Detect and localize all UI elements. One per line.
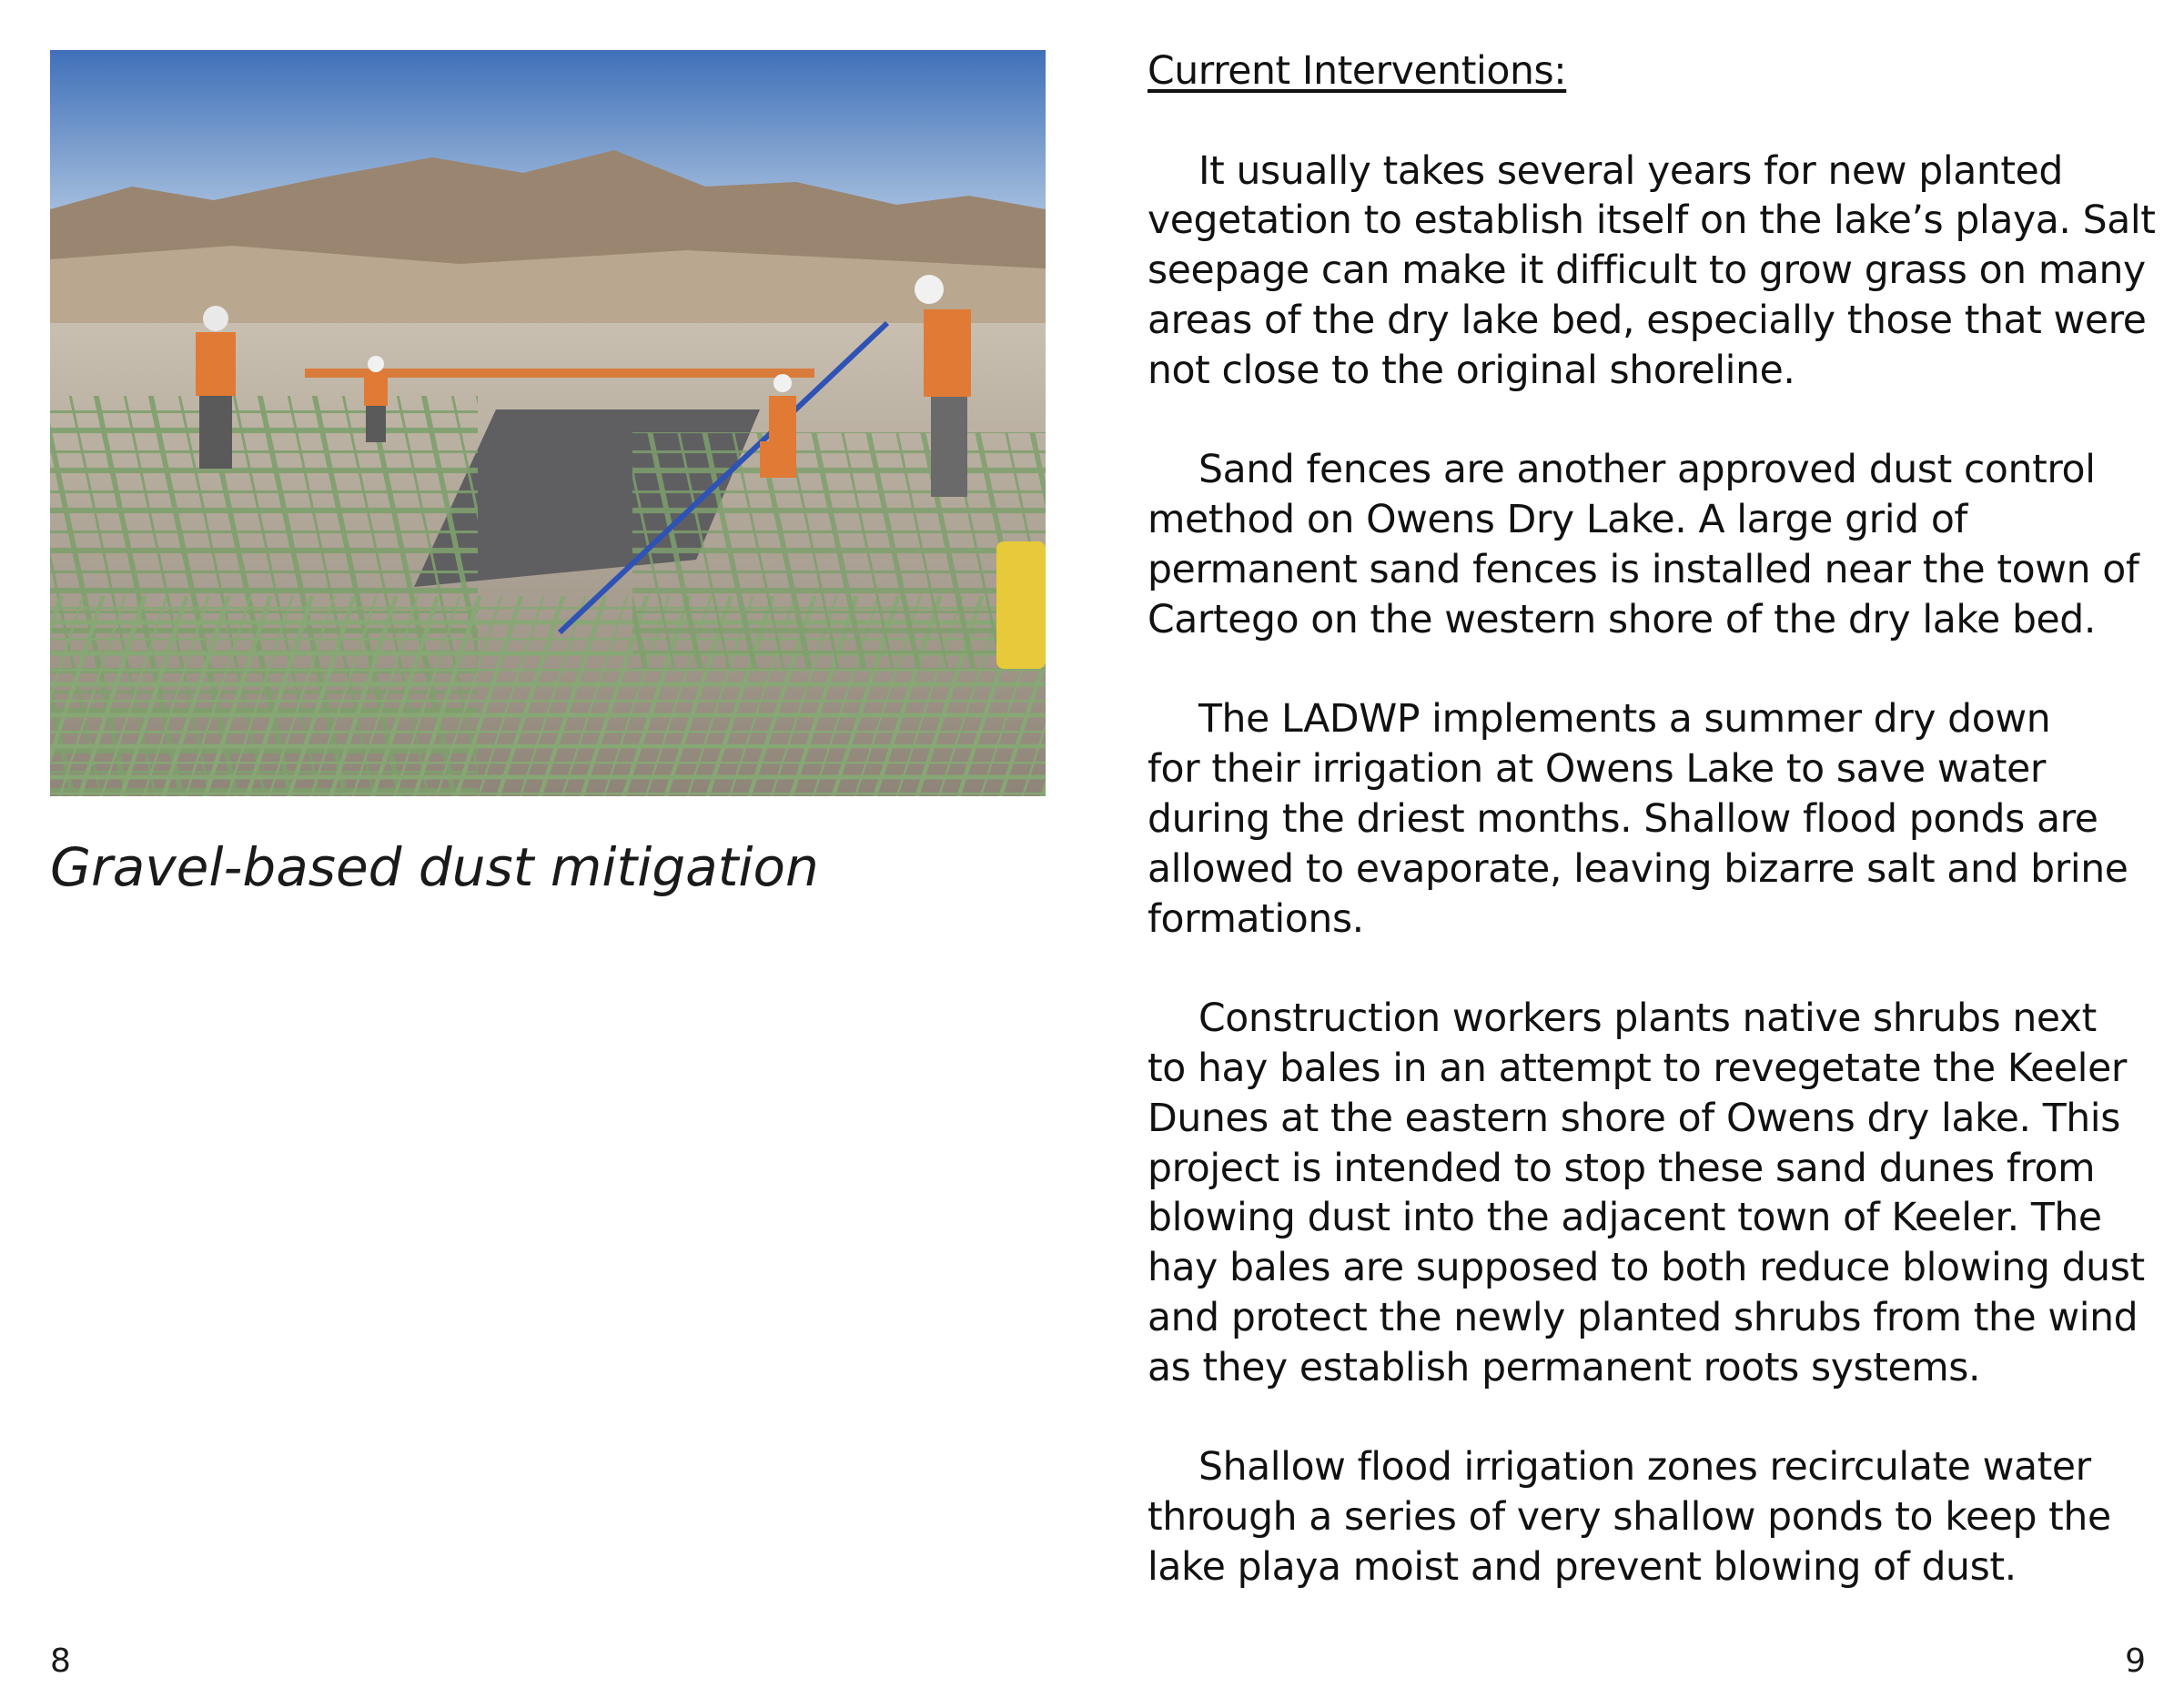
text-line: during the driest months. Shallow flood ponds are (1148, 796, 2098, 842)
text-line: vegetation to establish itself on the lake’s playa. Salt (1148, 198, 2156, 244)
text-line: areas of the dry lake bed, especially those that were (1148, 298, 2147, 343)
text-line: The LADWP implements a summer dry down (1198, 697, 2051, 743)
paragraph-shallow-flood (1148, 1443, 2158, 1592)
construction-photo (50, 50, 1046, 796)
gravel-rebar-construction-image (50, 50, 1046, 796)
text-line: formations. (1148, 896, 1364, 942)
text-line: permanent sand fences is installed near the town of (1148, 547, 2139, 592)
text-line: to hay bales in an attempt to revegetate the Keeler (1148, 1046, 2127, 1091)
page-number-right: 9 (2125, 1643, 2146, 1680)
page-number-left: 8 (50, 1643, 71, 1680)
section-heading: Current Interventions: (1148, 49, 1567, 94)
text-line: not close to the original shoreline. (1148, 348, 1795, 393)
text-line: allowed to evaporate, leaving bizarre salt and brine (1148, 846, 2128, 892)
text-line: for their irrigation at Owens Lake to save water (1148, 747, 2046, 793)
text-line: and protect the newly planted shrubs from the wind (1148, 1295, 2138, 1340)
text-line: lake playa moist and prevent blowing of dust. (1148, 1544, 2017, 1590)
text-line: through a series of very shallow ponds to keep the (1148, 1495, 2111, 1541)
text-line: project is intended to stop these sand dunes from (1148, 1146, 2096, 1191)
paragraph-vegetation (1148, 147, 2158, 397)
text-line: Cartego on the western shore of the dry lake bed. (1148, 597, 2096, 642)
text-line: Dunes at the eastern shore of Owens dry lake. This (1148, 1096, 2120, 1141)
photo-caption: Gravel-based dust mitigation (50, 836, 819, 898)
text-column (1148, 47, 2158, 1643)
text-line: blowing dust into the adjacent town of Keeler. The (1148, 1196, 2102, 1241)
text-line: Sand fences are another approved dust control (1198, 448, 2096, 493)
paragraph-keeler-dunes (1148, 995, 2158, 1393)
text-line: It usually takes several years for new planted (1198, 148, 2063, 194)
text-line: as they establish permanent roots systems. (1148, 1345, 1981, 1390)
text-line: Shallow flood irrigation zones recirculate water (1198, 1445, 2091, 1491)
paragraph-dry-down (1148, 695, 2158, 945)
text-line: hay bales are supposed to both reduce blowing dust (1148, 1246, 2145, 1291)
paragraph-sand-fences (1148, 446, 2158, 645)
text-line: seepage can make it difficult to grow grass on many (1148, 248, 2146, 294)
text-line: Construction workers plants native shrubs next (1198, 996, 2097, 1042)
text-line: method on Owens Dry Lake. A large grid of (1148, 498, 1967, 543)
